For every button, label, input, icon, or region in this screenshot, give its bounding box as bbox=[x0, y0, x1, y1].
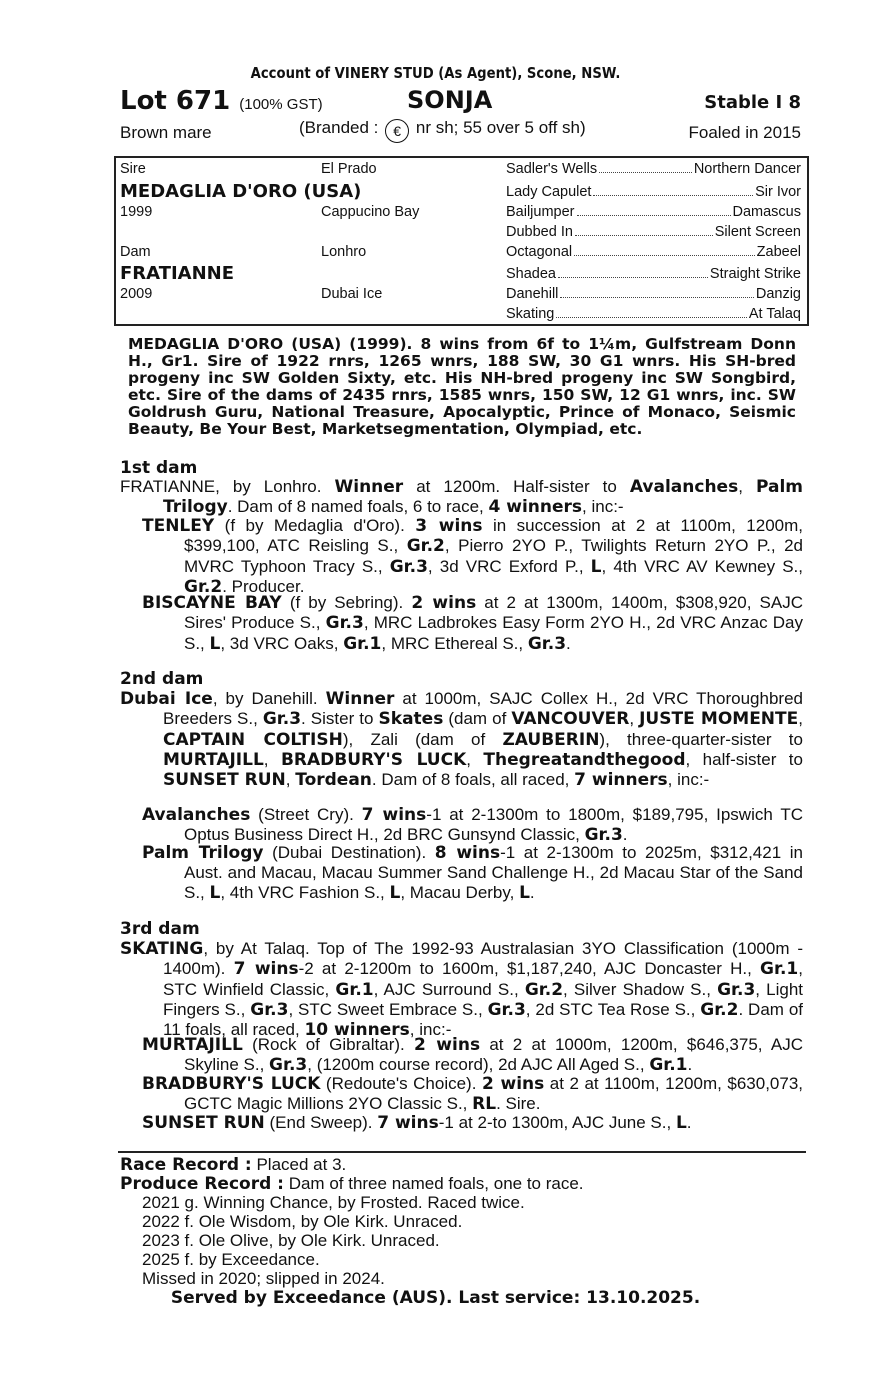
grandparent-row: Dubbed In Silent Screen bbox=[506, 224, 801, 240]
dam3-progeny-sunset-run: SUNSET RUN (End Sweep). 7 wins-1 at 2-to 1300m, AJC June S., L. bbox=[142, 1113, 692, 1133]
dam2-progeny-palm-trilogy: Palm Trilogy (Dubai Destination). 8 wins-1 at 2-1300m to 2025m, $312,421 in Aust. and Macau, Macau Summer Sand Challenge H., 2d Macau Star of the Sand S., L, 4th VRC Fashion S., L, Macau Derby, L. bbox=[142, 843, 803, 903]
account-line: Account of VINERY STUD (As Agent), Scone, NSW. bbox=[250, 64, 621, 82]
dam-sire: Lonhro bbox=[321, 244, 367, 260]
dam-label: Dam bbox=[120, 244, 151, 260]
produce-item: 2023 f. Ole Olive, by Ole Kirk. Unraced. bbox=[142, 1231, 440, 1250]
grandparent-row: Lady Capulet Sir Ivor bbox=[506, 184, 801, 200]
grandparent-row: Sadler's Wells Northern Dancer bbox=[506, 161, 801, 177]
dam-dam: Dubai Ice bbox=[321, 286, 383, 302]
sire-dam: Cappucino Bay bbox=[321, 204, 420, 220]
sire-label: Sire bbox=[120, 161, 146, 177]
gst-note: (100% GST) bbox=[239, 96, 323, 113]
dam-year: 2009 bbox=[120, 286, 153, 302]
produce-record bbox=[120, 1174, 584, 1194]
divider bbox=[118, 1151, 806, 1153]
sire-blurb: MEDAGLIA D'ORO (USA) (1999). 8 wins from 6f to 1¼m, Gulfstream Donn H., Gr1. Sire of 1922 rnrs, 1265 wnrs, 188 SW, 30 G1 wnrs. His SH-bred progeny inc SW Golden Sixty, etc. His NH-bred progeny inc SW Songbird, etc. Sire of the dams of 2435 rnrs, 1585 wnrs, 150 SW, 12 G1 wnrs, inc. SW Goldrush Guru, National Treasure, Apocalyptic, Prince of Monaco, Seismic Beauty, Be Your Best, Marketsegmentation, Olympiad, etc. bbox=[128, 335, 796, 438]
grandparent-row: Bailjumper Damascus bbox=[506, 204, 801, 220]
brand-icon: € bbox=[385, 119, 409, 143]
grandparent-row: Skating At Talaq bbox=[506, 306, 801, 322]
race-record bbox=[120, 1155, 346, 1175]
stable-number: Stable I 8 bbox=[704, 92, 801, 113]
sire-sire: El Prado bbox=[321, 161, 377, 177]
brand-suffix: nr sh; 55 over 5 off sh) bbox=[415, 118, 586, 137]
sire-year: 1999 bbox=[120, 204, 153, 220]
dam2-paragraph: Dubai Ice, by Danehill. Winner at 1000m, SAJC Collex H., 2d VRC Thoroughbred Breeders S., Gr.3. Sister to Skates (dam of VANCOUVER, JUSTE MOMENTE, CAPTAIN COLTISH), Zali (dam of ZAUBERIN), three-quarter-sister to MURTAJILL, BRADBURY'S LUCK, Thegreatandthegood, half-sister to SUNSET RUN, Tordean. Dam of 8 foals, all raced, 7 winners, inc:- bbox=[120, 689, 803, 791]
race-record-value: Placed at 3. bbox=[256, 1155, 347, 1174]
lot-label: Lot 671 bbox=[120, 86, 231, 116]
grandparent-row: Octagonal Zabeel bbox=[506, 244, 801, 260]
produce-record-value: Dam of three named foals, one to race. bbox=[288, 1174, 584, 1193]
dam3-title: 3rd dam bbox=[120, 919, 200, 939]
dam3-progeny-bradburys-luck: BRADBURY'S LUCK (Redoute's Choice). 2 wins at 2 at 1100m, 1200m, $630,073, GCTC Magic Millions 2YO Classic S., RL. Sire. bbox=[142, 1074, 804, 1115]
sire-name: MEDAGLIA D'ORO (USA) bbox=[120, 181, 362, 202]
dam1-paragraph: FRATIANNE, by Lonhro. Winner at 1200m. Half-sister to Avalanches, Palm Trilogy. Dam of 8 named foals, 6 to race, 4 winners, inc:- bbox=[120, 477, 803, 518]
sex-colour: Brown mare bbox=[120, 123, 212, 142]
grandparent-row: Danehill Danzig bbox=[506, 286, 801, 302]
produce-record-label: Produce Record : bbox=[120, 1174, 284, 1194]
dam1-progeny-tenley: TENLEY (f by Medaglia d'Oro). 3 wins in succession at 2 at 1100m, 1200m, $399,100, ATC Reisling S., Gr.2, Pierro 2YO P., Twilights Return 2YO P., 2d MVRC Typhoon Tracy S., Gr.3, 3d VRC Exford P., L, 4th VRC AV Kewney S., Gr.2. Producer. bbox=[142, 516, 803, 597]
dam3-paragraph: SKATING, by At Talaq. Top of The 1992-93 Australasian 3YO Classification (1000m - 1400m). 7 wins-2 at 2-1200m to 1600m, $1,187,240, AJC Doncaster H., Gr.1, STC Winfield Classic, Gr.1, AJC Surround S., Gr.2, Silver Shadow S., Gr.3, Light Fingers S., Gr.3, STC Sweet Embrace S., Gr.3, 2d STC Tea Rose S., Gr.2. Dam of 11 foals, all raced, 10 winners, inc:- bbox=[120, 939, 804, 1041]
dam1-progeny-biscayne-bay: BISCAYNE BAY (f by Sebring). 2 wins at 2 at 1300m, 1400m, $308,920, SAJC Sires' Produce S., Gr.3, MRC Ladbrokes Easy Form 2YO H., 2d VRC Anzac Day S., L, 3d VRC Oaks, Gr.1, MRC Ethereal S., Gr.3. bbox=[142, 593, 803, 654]
dam2-progeny-avalanches: Avalanches (Street Cry). 7 wins-1 at 2-1300m to 1800m, $189,795, Ipswich TC Optus Business Direct H., 2d BRC Gunsynd Classic, Gr.3. bbox=[142, 805, 803, 846]
lot-number bbox=[120, 86, 323, 116]
brand-info bbox=[299, 118, 586, 143]
horse-name: SONJA bbox=[407, 86, 493, 114]
dam-name: FRATIANNE bbox=[120, 263, 235, 284]
served-by: Served by Exceedance (AUS). Last service: 13.10.2025. bbox=[170, 1288, 701, 1308]
foaled-year: Foaled in 2015 bbox=[688, 123, 801, 142]
produce-item: 2025 f. by Exceedance. bbox=[142, 1250, 320, 1269]
dam3-progeny-murtajill: MURTAJILL (Rock of Gibraltar). 2 wins at 2 at 1000m, 1200m, $646,375, AJC Skyline S., Gr.3, (1200m course record), 2d AJC All Aged S., Gr.1. bbox=[142, 1035, 803, 1076]
produce-item: 2021 g. Winning Chance, by Frosted. Raced twice. bbox=[142, 1193, 525, 1212]
dam2-title: 2nd dam bbox=[120, 669, 204, 689]
produce-item: 2022 f. Ole Wisdom, by Ole Kirk. Unraced. bbox=[142, 1212, 463, 1231]
race-record-label: Race Record : bbox=[120, 1155, 252, 1175]
grandparent-row: Shadea Straight Strike bbox=[506, 266, 801, 282]
produce-item: Missed in 2020; slipped in 2024. bbox=[142, 1269, 385, 1288]
brand-prefix: (Branded : bbox=[299, 118, 379, 137]
dam1-title: 1st dam bbox=[120, 458, 198, 478]
